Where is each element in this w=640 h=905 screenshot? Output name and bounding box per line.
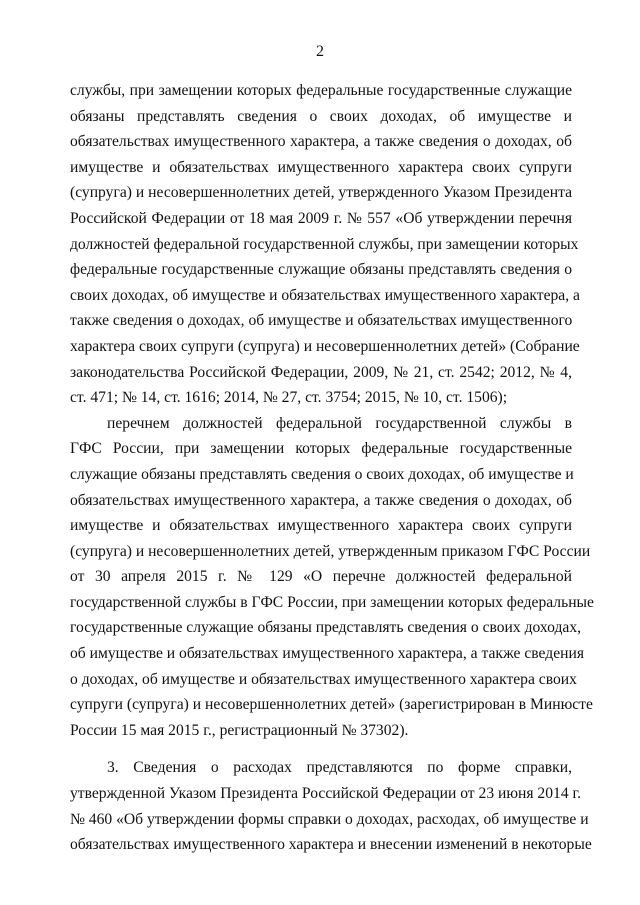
text-line: характера своих супруги (супруга) и несовершеннолетних детей» (Собрание [70,337,580,355]
text-line: ГФС России, при замещении которых федеральные государственные [70,440,572,458]
text-line: ст. 471; № 14, ст. 1616; 2014, № 27, ст. 3754; 2015, № 10, ст. 1506); [70,389,508,407]
text-line: имуществе и обязательствах имущественного характера своих супруги [70,517,572,535]
text-line: обязательствах имущественного характера и внесении изменений в некоторые [70,836,592,854]
text-line: утвержденной Указом Президента Российской Федерации от 23 июня 2014 г. [70,785,582,803]
text-line: обязаны представлять сведения о своих доходах, об имуществе и [70,107,572,125]
text-line: должностей федеральной государственной службы, при замещении которых [70,235,579,253]
text-line: имуществе и обязательствах имущественного характера своих супруги [70,158,572,176]
text-line: № 460 «Об утверждении формы справки о доходах, расходах, об имуществе и [70,810,589,828]
text-line: своих доходах, об имуществе и обязательствах имущественного характера, а [70,286,580,304]
text-line: перечнем должностей федеральной государственной службы в [107,414,572,432]
text-line: супруги (супруга) и несовершеннолетних детей» (зарегистрирован в Минюсте [70,696,593,714]
text-line: служащие обязаны представлять сведения о своих доходах, об имуществе и [70,465,574,483]
text-line: от 30 апреля 2015 г. № 129 «О перечне должностей федеральной [70,568,572,586]
text-line: (супруга) и несовершеннолетних детей, утвержденного Указом Президента [70,184,572,202]
text-line: также сведения о доходах, об имуществе и обязательствах имущественного [70,312,573,330]
text-line: Российской Федерации от 18 мая 2009 г. № 557 «Об утверждении перечня [70,209,572,227]
text-line: государственной службы в ГФС России, при замещении которых федеральные [70,593,594,611]
page-number: 2 [316,43,324,60]
text-line: законодательства Российской Федерации, 2009, № 21, ст. 2542; 2012, № 4, [70,363,572,381]
text-line: России 15 мая 2015 г., регистрационный № 37302). [70,721,409,739]
text-line: об имуществе и обязательствах имущественного характера, а также сведения [70,645,584,663]
text-line: о доходах, об имуществе и обязательствах имущественного характера своих [70,670,577,688]
text-line: государственные служащие обязаны представлять сведения о своих доходах, [70,619,582,637]
text-line: федеральные государственные служащие обязаны представлять сведения о [70,261,572,279]
document-body [70,78,594,858]
text-line: обязательствах имущественного характера, а также сведения о доходах, об [70,133,572,151]
text-line: (супруга) и несовершеннолетних детей, утвержденным приказом ГФС России [70,542,591,560]
text-line: обязательствах имущественного характера, а также сведения о доходах, об [70,491,572,509]
text-line: службы, при замещении которых федеральные государственные служащие [70,82,572,99]
text-line: 3. Сведения о расходах представляются по форме справки, [107,759,572,777]
